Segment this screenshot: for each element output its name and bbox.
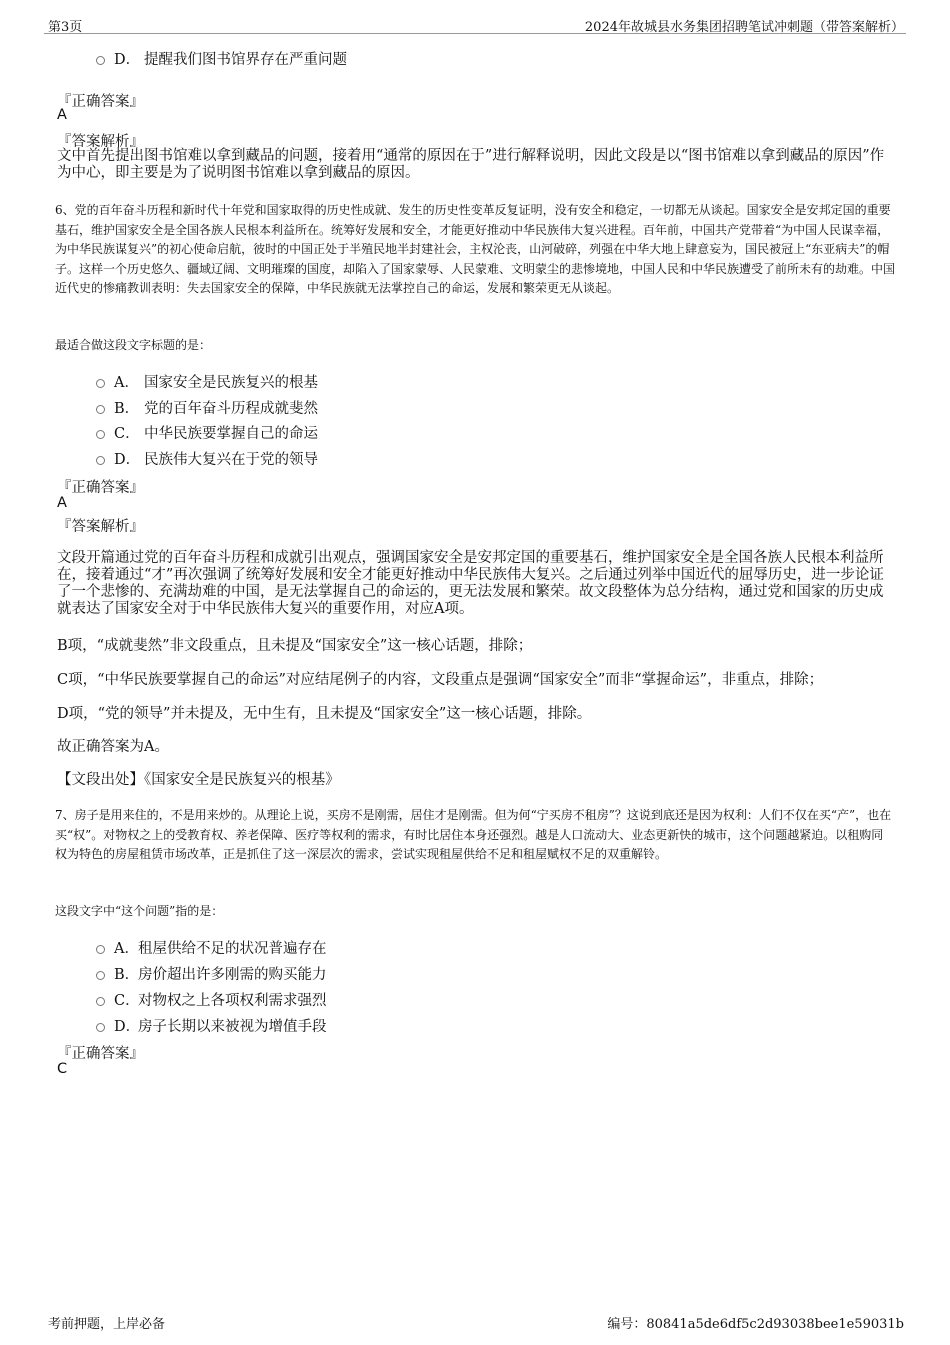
q6-answer-label: 『正确答案』: [57, 480, 144, 496]
q6-source: 【文段出处】《国家安全是民族复兴的根基》: [57, 772, 340, 788]
radio-icon[interactable]: [96, 405, 105, 414]
q7-answer: C: [57, 1061, 68, 1077]
radio-icon[interactable]: [96, 971, 105, 980]
q6-analysis-conclusion: 故正确答案为A。: [57, 739, 169, 755]
q5-analysis-label: 『答案解析』: [57, 134, 144, 150]
q5-answer: A: [57, 107, 67, 123]
q5-option-d[interactable]: D． 提醒我们图书馆界存在严重问题: [96, 48, 347, 69]
q6-analysis-b: B项，“成就斐然”非文段重点，且未提及“国家安全”这一核心话题，排除；: [57, 638, 533, 654]
radio-icon[interactable]: [96, 1023, 105, 1032]
q7-question-text: 7、房子是用来住的，不是用来炒的。从理论上说，买房不是刚需，居住才是刚需。但为何“宁买房不租房”？这说到底还是因为权利：人们不仅在买“产”，也在买“权”。对物权之上的受教育权、养老保障、医疗等权利的需求，有时比居住本身还强烈。越是人口流动大、业态更新快的城市，这个问题越紧迫。以租购同权为特色的房屋租赁市场改革，正是抓住了这一深层次的需求，尝试实现租屋供给不足和租屋赋权不足的双重解铃。: [55, 808, 892, 861]
radio-icon[interactable]: [96, 945, 105, 954]
q6-option-b[interactable]: B． 党的百年奋斗历程成就斐然: [96, 397, 318, 418]
q6-option-c[interactable]: C． 中华民族要掌握自己的命运: [96, 422, 318, 443]
footer-slogan: 考前押题，上岸必备: [48, 1317, 166, 1332]
q6-option-a[interactable]: A． 国家安全是民族复兴的根基: [96, 371, 318, 392]
radio-icon[interactable]: [96, 379, 105, 388]
radio-icon[interactable]: [96, 430, 105, 439]
q5-answer-label: 『正确答案』: [57, 94, 144, 110]
q6-analysis-d: D项，“党的领导”并未提及，无中生有，且未提及“国家安全”这一核心话题，排除。: [57, 706, 592, 722]
q5-analysis: 文中首先提出图书馆难以拿到藏品的问题，接着用“通常的原因在于”进行解释说明，因此文段是以“图书馆难以拿到藏品的原因”作为中心，即主要是为了说明图书馆难以拿到藏品的原因。: [57, 148, 885, 181]
page-number: 第3页: [48, 20, 83, 35]
radio-icon[interactable]: [96, 456, 105, 465]
radio-icon[interactable]: [96, 997, 105, 1006]
q6-analysis-label: 『答案解析』: [57, 519, 144, 535]
q7-option-c[interactable]: C． 对物权之上各项权利需求强烈: [96, 989, 327, 1010]
q6-question-text: 6、党的百年奋斗历程和新时代十年党和国家取得的历史性成就、发生的历史性变革反复证明，没有安全和稳定，一切都无从谈起。国家安全是安邦定国的重要基石，维护国家安全是全国各族人民根本利益所在。统筹好发展和安全，才能更好推动中华民族伟大复兴进程。百年前，中国共产党带着“为中国人民谋幸福，为中华民族谋复兴”的初心使命启航，彼时的中国正处于半殖民地半封建社会，主权沦丧，山河破碎，列强在中华大地上肆意妄为，国民被冠上“东亚病夫”的帽子。这样一个历史悠久、疆域辽阔、文明璀璨的国度，却陷入了国家蒙辱、人民蒙难、文明蒙尘的悲惨境地，中国人民和中华民族遭受了前所未有的劫难。中国近代史的惨痛教训表明：失去国家安全的保障，中华民族就无法掌控自己的命运，发展和繁荣更无从谈起。: [55, 203, 896, 295]
q6-option-d[interactable]: D． 民族伟大复兴在于党的领导: [96, 448, 318, 469]
radio-icon[interactable]: [96, 56, 105, 65]
q7-option-d[interactable]: D． 房子长期以来被视为增值手段: [96, 1015, 327, 1036]
q7-prompt: 这段文字中“这个问题”指的是：: [55, 904, 224, 918]
q6-answer: A: [57, 495, 67, 511]
q6-analysis-c: C项，“中华民族要掌握自己的命运”对应结尾例子的内容，文段重点是强调“国家安全”而非“掌握命运”，非重点，排除；: [57, 672, 824, 688]
document-title: 2024年故城县水务集团招聘笔试冲刺题（带答案解析）: [584, 20, 904, 35]
q7-option-a[interactable]: A． 租屋供给不足的状况普遍存在: [96, 937, 327, 958]
header-divider: [44, 33, 906, 34]
footer-code: 编号：80841a5de6df5c2d93038bee1e59031b: [607, 1317, 904, 1332]
q6-analysis-paragraph: 文段开篇通过党的百年奋斗历程和成就引出观点，强调国家安全是安邦定国的重要基石，维护国家安全是全国各族人民根本利益所在，接着通过“才”再次强调了统筹好发展和安全才能更好推动中华民族伟大复兴。之后通过列举中国近代的屈辱历史，进一步论证了一个悲惨的、充满劫难的中国，是无法掌握自己的命运的，更无法发展和繁荣。故文段整体为总分结构，通过党和国家的历史成就表达了国家安全对于中华民族伟大复兴的重要作用，对应A项。: [57, 550, 884, 617]
q6-prompt: 最适合做这段文字标题的是：: [55, 338, 212, 352]
q7-option-b[interactable]: B． 房价超出许多刚需的购买能力: [96, 963, 327, 984]
q7-answer-label: 『正确答案』: [57, 1046, 144, 1062]
